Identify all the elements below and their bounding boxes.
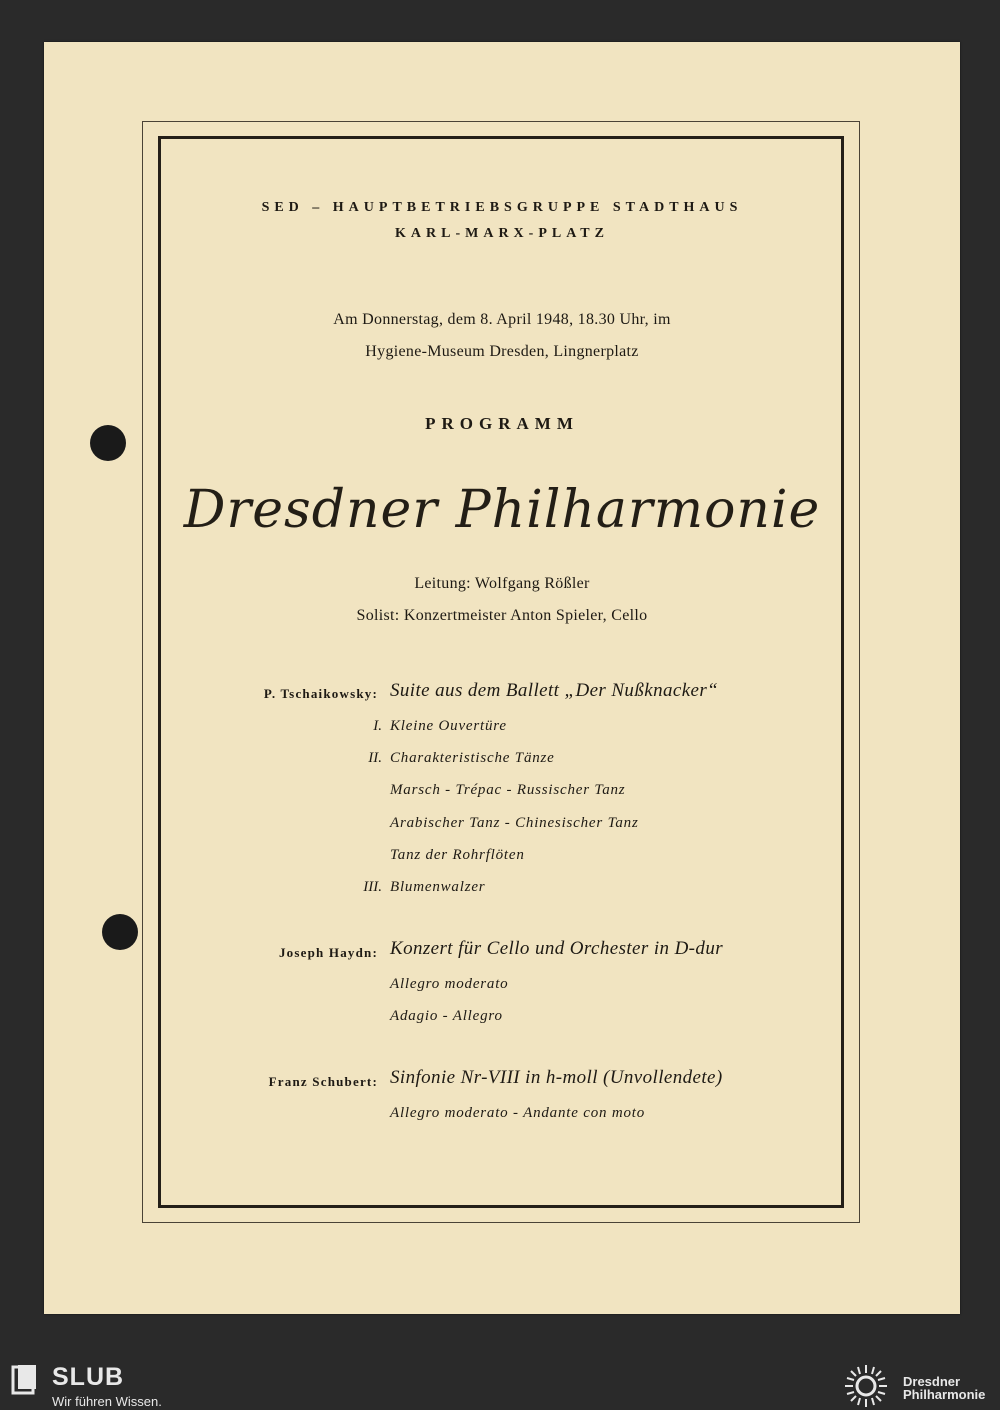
work-title-unfinished-symphony: Sinfonie Nr-VIII in h-moll (Unvollendete) [390, 1067, 723, 1088]
organizer-line-1: SED – HAUPTBETRIEBSGRUPPE STADTHAUS [261, 200, 743, 215]
venue-line: Hygiene-Museum Dresden, Lingnerplatz [365, 343, 639, 360]
punch-hole-bottom [102, 914, 138, 950]
partner-line-1: Dresdner [903, 1374, 961, 1389]
book-icon [10, 1364, 40, 1396]
slub-tagline: Wir führen Wissen. [52, 1394, 162, 1409]
work-title-nutcracker: Suite aus dem Ballett „Der Nußknacker“ [390, 680, 719, 701]
inner-border [158, 136, 844, 1208]
soloist-line: Solist: Konzertmeister Anton Spieler, Cello [356, 607, 648, 624]
orchestra-title: Dresdner Philharmonie [183, 480, 821, 540]
slub-logo-text: SLUB [52, 1363, 125, 1391]
movement-number: I. [373, 718, 382, 734]
movement-text: Kleine Ouvertüre [390, 718, 507, 734]
partner-line-2: Philharmonie [903, 1387, 986, 1402]
program-sheet [44, 42, 960, 1314]
movement-number: II. [368, 750, 382, 766]
movement-text: Allegro moderato - Andante con moto [390, 1105, 646, 1121]
work-title-cello-concerto: Konzert für Cello und Orchester in D-dur [390, 938, 724, 959]
composer-schubert: Franz Schubert: [268, 1074, 378, 1089]
sunburst-logo-icon [843, 1363, 889, 1409]
movement-text: Blumenwalzer [390, 879, 486, 895]
movement-text: Adagio - Allegro [390, 1008, 503, 1024]
movement-text: Marsch - Trépac - Russischer Tanz [390, 782, 626, 798]
composer-tchaikovsky: P. Tschaikowsky: [263, 686, 378, 701]
conductor-line: Leitung: Wolfgang Rößler [414, 575, 590, 592]
footer-bar [0, 1360, 1000, 1410]
partner-logo-text [903, 1375, 985, 1401]
date-line: Am Donnerstag, dem 8. April 1948, 18.30 Uhr, im [333, 311, 671, 328]
program-label: PROGRAMM [425, 414, 579, 433]
composer-haydn: Joseph Haydn: [278, 945, 378, 960]
movement-text: Charakteristische Tänze [390, 750, 555, 766]
movement-number: III. [363, 879, 382, 895]
movement-text: Arabischer Tanz - Chinesischer Tanz [390, 815, 639, 831]
movement-text: Allegro moderato [390, 976, 509, 992]
organizer-line-2: KARL-MARX-PLATZ [395, 226, 609, 241]
movement-text: Tanz der Rohrflöten [390, 847, 525, 863]
